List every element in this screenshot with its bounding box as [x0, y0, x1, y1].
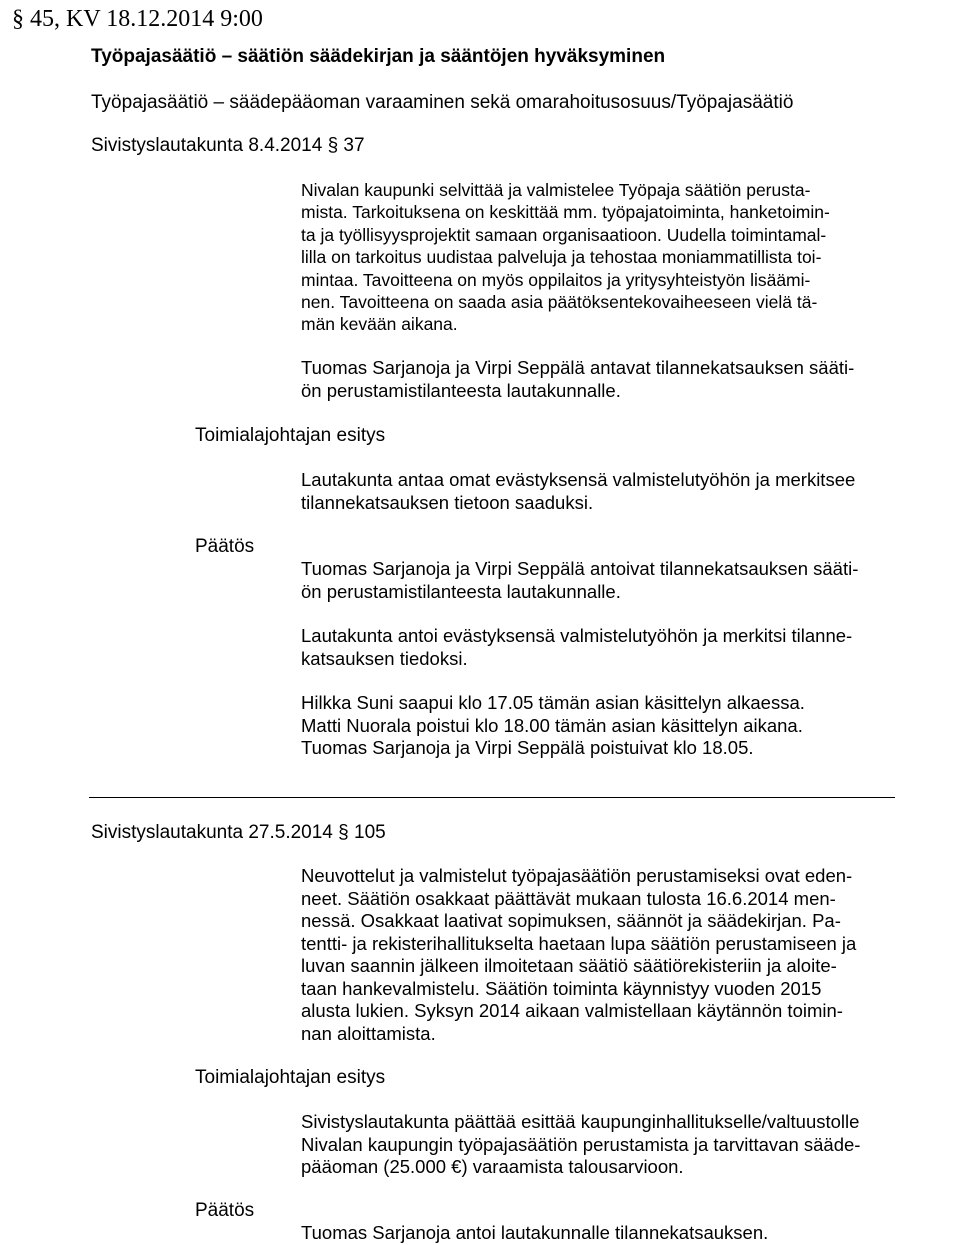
text-line: katsauksen tiedoksi. [301, 647, 468, 669]
text-line: mista. Tarkoituksena on keskittää mm. työpajatoiminta, hanketoimin- [301, 202, 830, 223]
text-line: tilannekatsauksen tietoon saaduksi. [301, 491, 594, 513]
text-line: alusta lukien. Syksyn 2014 aikaan valmistellaan käytännön toimin- [301, 1000, 843, 1021]
decision-label: Päätös [195, 536, 255, 557]
decision-text [301, 558, 858, 603]
text-line: Nivalan kaupunki selvittää ja valmistelee Työpaja säätiön perusta- [301, 180, 811, 200]
text-line: Nivalan kaupungin työpajasäätiön perustamista ja tarvittavan sääde- [301, 1133, 861, 1155]
text-line: tentti- ja rekisterihallitukselta haetaan lupa säätiön perustamiseen ja [301, 932, 857, 954]
text-line: ön perustamistilanteesta lautakunnalle. [301, 580, 621, 602]
item-subtitle: Työpajasäätiö – säädepääoman varaaminen sekä omarahoitusosuus/Työpajasäätiö [91, 92, 794, 113]
text-line: Neuvottelut ja valmistelut työpajasäätiön perustamiseksi ovat eden- [301, 865, 853, 886]
section-header: § 45, KV 18.12.2014 9:00 [12, 6, 263, 32]
preparation-paragraph [301, 179, 830, 336]
proposal-label: Toimialajohtajan esitys [195, 425, 386, 446]
text-line: män kevään aikana. [301, 314, 458, 335]
text-line: Hilkka Suni saapui klo 17.05 tämän asian käsittelyn alkaessa. [301, 692, 805, 713]
text-line: nan aloittamista. [301, 1022, 436, 1044]
text-line: taan hankevalmistelu. Säätiön toiminta käynnistyy vuoden 2015 [301, 977, 822, 999]
text-line: Tuomas Sarjanoja ja Virpi Seppälä poistuivat klo 18.05. [301, 737, 754, 758]
proposal-label: Toimialajohtajan esitys [195, 1067, 386, 1088]
decision-label: Päätös [195, 1200, 255, 1221]
item-title: Työpajasäätiö – säätiön säädekirjan ja sääntöjen hyväksyminen [91, 46, 666, 67]
text-line: nen. Tavoitteena on saada asia päätöksentekovaiheeseen vielä tä- [301, 292, 818, 313]
text-line: nessä. Osakkaat laativat sopimuksen, säännöt ja säädekirjan. Pa- [301, 910, 841, 931]
text-line: Lautakunta antoi evästyksensä valmistelutyöhön ja merkitsi tilanne- [301, 625, 853, 646]
text-line: Lautakunta antaa omat evästyksensä valmistelutyöhön ja merkitsee [301, 469, 856, 490]
status-paragraph [301, 357, 854, 402]
decision-text: Tuomas Sarjanoja antoi lautakunnalle tilannekatsauksen. [301, 1222, 769, 1243]
text-line: luvan saannin jälkeen ilmoitetaan säätiö säätiörekisteriin ja aloite- [301, 955, 837, 976]
text-line: mintaa. Tavoitteena on myös oppilaitos ja yritysyhteistyön lisäämi- [301, 269, 811, 290]
text-line: Tuomas Sarjanoja ja Virpi Seppälä antavat tilannekatsauksen sääti- [301, 357, 855, 378]
attendance-notes [301, 692, 805, 760]
text-line: neet. Säätiön osakkaat päättävät mukaan tulosta 16.6.2014 men- [301, 887, 836, 909]
proposal-text [301, 1111, 860, 1179]
text-line: lilla on tarkoitus uudistaa palveluja ja tehostaa moniammatillista toi- [301, 247, 822, 268]
meeting-heading: Sivistyslautakunta 27.5.2014 § 105 [91, 822, 386, 843]
decision-text [301, 625, 852, 670]
text-line: Sivistyslautakunta päättää esittää kaupunginhallitukselle/valtuustolle [301, 1111, 860, 1132]
text-line: Tuomas Sarjanoja ja Virpi Seppälä antoivat tilannekatsauksen sääti- [301, 558, 859, 579]
proposal-text [301, 469, 855, 514]
section-divider [89, 797, 895, 798]
preparation-paragraph [301, 865, 856, 1045]
text-line: Matti Nuorala poistui klo 18.00 tämän asian käsittelyn aikana. [301, 714, 803, 736]
meeting-heading: Sivistyslautakunta 8.4.2014 § 37 [91, 135, 365, 156]
text-line: pääoman (25.000 €) varaamista talousarvioon. [301, 1156, 684, 1177]
text-line: ta ja työllisyysprojektit samaan organisaatioon. Uudella toimintamal- [301, 224, 827, 245]
text-line: ön perustamistilanteesta lautakunnalle. [301, 379, 621, 401]
